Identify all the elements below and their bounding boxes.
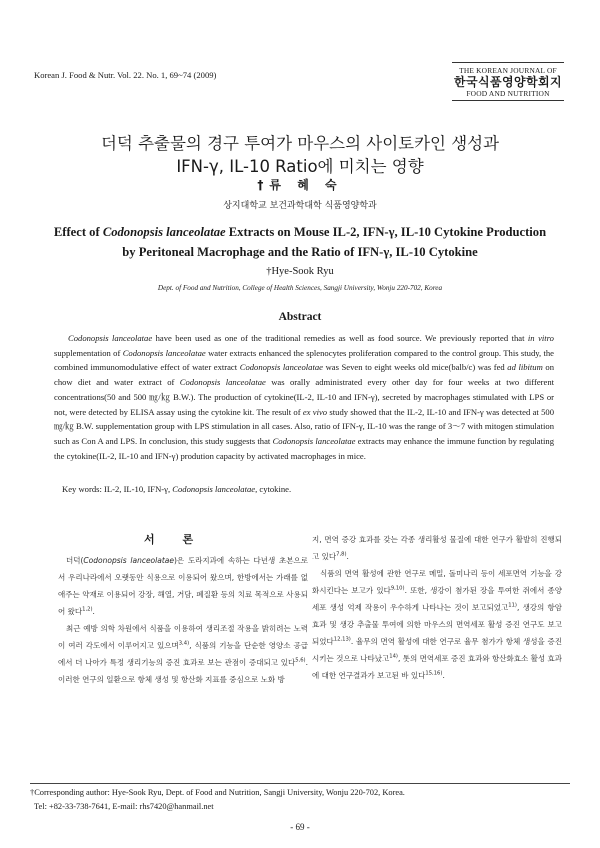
keywords: Key words: IL-2, IL-10, IFN-γ, Codonopsis lanceolatae, cytokine.: [62, 484, 292, 494]
journal-name-en-bottom: FOOD AND NUTRITION: [466, 89, 550, 98]
paragraph: 더덕(Codonopsis lanceolatae)은 도라지과에 속하는 다년생 초본으로서 우리나라에서 오랫동안 식용으로 이용되어 왔으며, 한방에서는 가래를 없애주는 약재로 이용되어 강장, 해열, 거담, 폐질환 등의 치료 목적으로 사용되어 왔다$^{1,2)}$.: [58, 556, 308, 616]
abstract-body: Codonopsis lanceolatae have been used as one of the traditional remedies as well as food source. We previously reported that in vitro supplementation of Codonopsis lanceolatae water extracts enhanced the splenocytes proliferation compared to the control group. This study, the combined immunomodulative effect of water extract Codonopsis lanceolatae was Seven to eight weeks old mice(balb/c) was fed ad libitum on chow diet and water extract of Codonopsis lanceolatae was orally administrated every other day for four weeks at two different concentrations(50 and 500 ㎎/㎏ B.W.). The production of cytokine(IL-2, IL-10 and IFN-γ), secreted by macrophages stimulated with LPS or not, were detected by ELISA assay using the cytokine kit. The result of ex vivo study showed that the IL-2, IL-10 and IFN-γ was detected at 500 ㎎/㎏ B.W. supplementation group with LPS stimulation in all cases. Also, ratio of IFN-γ, IL-10 was the range of 3～7 with mitogen stimulation such as Con A and LPS. In conclusion, this study suggests that Codonopsis lanceolatae extracts may enhance the immune function by regulating the cytokine(IL-2, IL-10 and IFN-γ) prodution capacity by activated macrophages in mice.: [54, 333, 554, 461]
footnote: [30, 786, 405, 814]
journal-rule-top: [452, 62, 564, 63]
journal-name-en-top: THE KOREAN JOURNAL OF: [459, 66, 557, 75]
journal-citation: Korean J. Food & Nutr. Vol. 22. No. 1, 69~74 (2009): [34, 70, 217, 80]
section-heading-introduction: 서 론: [144, 533, 206, 546]
title-en-line2: by Peritoneal Macrophage and the Ratio of IFN-γ, IL-10 Cytokine: [122, 245, 478, 259]
journal-logo: [452, 62, 564, 101]
title-ko-line1: 더덕 추출물의 경구 투여가 마우스의 사이토카인 생성과: [100, 134, 500, 153]
affiliation-en: Dept. of Food and Nutrition, College of Health Sciences, Sangji University, Wonju 220-702, Korea: [157, 284, 443, 292]
author-ko: †류 혜 숙: [257, 178, 343, 192]
abstract-heading: Abstract: [278, 311, 322, 323]
affiliation-ko: 상지대학교 보건과학대학 식품영양학과: [223, 201, 377, 211]
body-column-right: [312, 531, 562, 684]
title-en-line1: Effect of Codonopsis lanceolatae Extracts on Mouse IL-2, IFN-γ, IL-10 Cytokine Production: [53, 225, 547, 239]
paragraph: 식품의 면역 활성에 관한 연구로 메밀, 돌미나리 등이 세포면역 기능을 강화시킨다는 보고가 있다$^{9,10)}$. 또한, 생강이 첨가된 장을 투여한 쥐에서 종양세포 생성 억제 작용이 우수하게 나타나는 것이 보고되었고$^{11)}$, 생강의 항암 효과 및 생강 추출물 투여에 의한 마우스의 면역세포 활성 증진 연구도 보고되었다$^{12,13)}$. 율무의 면역 활성에 대한 연구로 율무 첨가가 항체 생성을 증진시키는 것으로 나타났고$^{14)}$, 톳의 면역세포 증진 효과와 항산화효소 활성 효과에 대한 연구결과가 보고된 바 있다$^{15,16)}$.: [312, 569, 562, 680]
journal-rule-bottom: [452, 100, 564, 101]
page-number: - 69 -: [290, 822, 310, 832]
footnote-contact: Tel: +82-33-738-7641, E-mail: rhs7420@hanmail.net: [34, 802, 214, 811]
author-en: †Hye-Sook Ryu: [266, 266, 334, 277]
body-column-left: [58, 552, 308, 688]
paragraph: 지, 면역 증강 효과를 갖는 각종 생리활성 물질에 대한 연구가 활발히 진행되고 있다$^{7,8)}$.: [312, 535, 562, 561]
paragraph: 최근 예방 의학 차원에서 식품을 이용하여 생리조절 작용을 밝히려는 노력이 여러 각도에서 이루어지고 있으며$^{3,4)}$, 식품의 기능을 단순한 영양소 공급에서 더 나아가 특정 생리기능의 증진 효과로 보는 관점이 증대되고 있다$^{5,6)}$. 이러한 연구의 일환으로 항체 생성 및 항산화 지표를 중심으로 노화 방: [58, 624, 308, 684]
journal-name-ko: 한국식품영양학회지: [454, 75, 562, 89]
title-ko-line2: IFN-γ, IL-10 Ratio에 미치는 영향: [176, 157, 424, 176]
footnote-divider: [30, 783, 570, 784]
footnote-corresponding-author: †Corresponding author: Hye-Sook Ryu, Dept. of Food and Nutrition, Sangji University, Wonju 220-702, Korea.: [30, 788, 405, 797]
